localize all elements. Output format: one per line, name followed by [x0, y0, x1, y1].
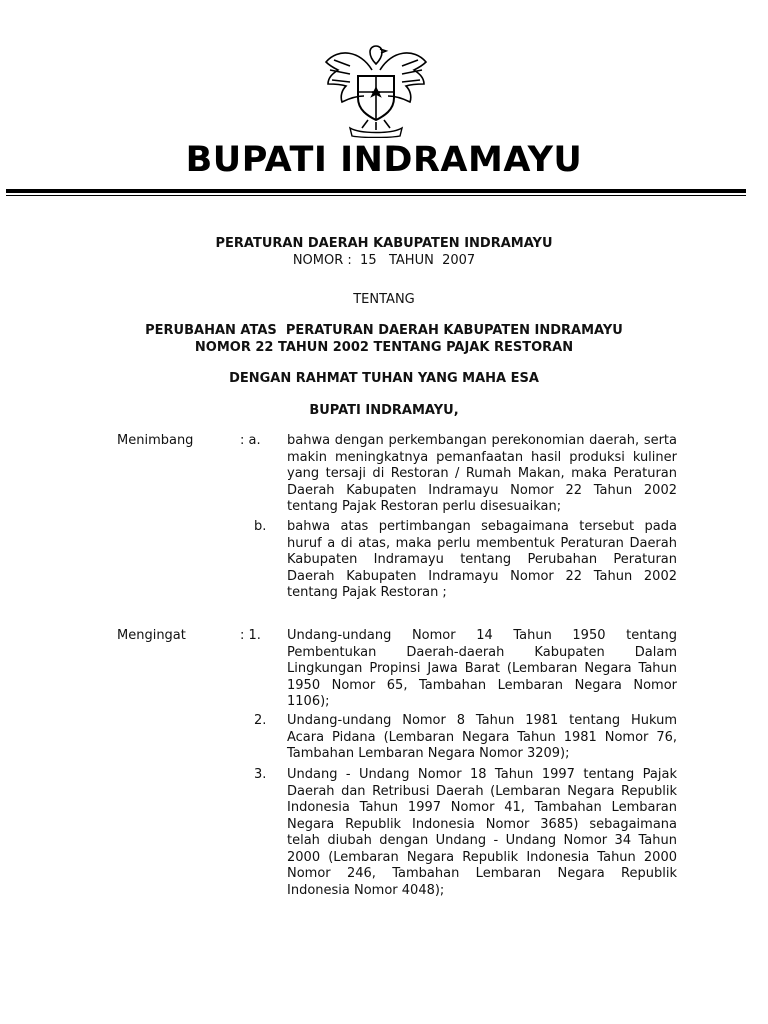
menimbang-marker-b: b.: [254, 519, 267, 534]
blessing-line: DENGAN RAHMAT TUHAN YANG MAHA ESA: [229, 371, 539, 386]
tentang-label: TENTANG: [353, 292, 415, 307]
garuda-emblem-icon: [320, 40, 432, 138]
regulation-heading: PERATURAN DAERAH KABUPATEN INDRAMAYU: [215, 236, 553, 251]
authority-line: BUPATI INDRAMAYU,: [309, 403, 459, 418]
mengingat-marker-3: 3.: [254, 767, 267, 782]
header-title: BUPATI INDRAMAYU: [185, 140, 583, 180]
mengingat-marker-1: : 1.: [240, 628, 261, 643]
subject-line-1: PERUBAHAN ATAS PERATURAN DAERAH KABUPATEN INDRAMAYU: [145, 323, 623, 338]
menimbang-item-b: bahwa atas pertimbangan sebagaimana tersebut pada huruf a di atas, maka perlu membentuk Peraturan Daerah Kabupaten Indramayu tentang Perubahan Peraturan Daerah Kabupaten Indramayu Nomor 22 Tahun 2002 tentang Pajak Restoran ;: [287, 519, 677, 600]
mengingat-item-2: Undang-undang Nomor 8 Tahun 1981 tentang Hukum Acara Pidana (Lembaran Negara Tahun 1981 Nomor 76, Tambahan Lembaran Negara Nomor 3209);: [287, 713, 677, 761]
menimbang-marker-a: : a.: [240, 433, 261, 448]
header-rule-thin: [6, 195, 746, 196]
subject-line-2: NOMOR 22 TAHUN 2002 TENTANG PAJAK RESTORAN: [194, 340, 574, 355]
regulation-number: NOMOR : 15 TAHUN 2007: [292, 253, 476, 268]
mengingat-label: Mengingat: [117, 628, 186, 643]
header-rule-thick: [6, 189, 746, 193]
mengingat-marker-2: 2.: [254, 713, 267, 728]
mengingat-item-1: Undang-undang Nomor 14 Tahun 1950 tentang Pembentukan Daerah-daerah Kabupaten Dalam Lingkungan Propinsi Jawa Barat (Lembaran Negara Tahun 1950 Nomor 65, Tambahan Lembaran Negara Nomor 1106);: [287, 628, 677, 709]
menimbang-label: Menimbang: [117, 433, 194, 448]
menimbang-item-a: bahwa dengan perkembangan perekonomian daerah, serta makin meningkatnya pemanfaatan hasil produksi kuliner yang tersaji di Restoran / Rumah Makan, maka Peraturan Daerah Kabupaten Indramayu Nomor 22 Tahun 2002 tentang Pajak Restoran perlu disesuaikan;: [287, 433, 677, 514]
mengingat-item-3: Undang - Undang Nomor 18 Tahun 1997 tentang Pajak Daerah dan Retribusi Daerah (Lembaran Negara Republik Indonesia Tahun 1997 Nomor 41, Tambahan Lembaran Negara Republik Indonesia Nomor 3685) sebagaimana telah diubah dengan Undang - Undang Nomor 34 Tahun 2000 (Lembaran Negara Republik Indonesia Tahun 2000 Nomor 246, Tambahan Lembaran Negara Republik Indonesia Nomor 4048);: [287, 767, 677, 898]
